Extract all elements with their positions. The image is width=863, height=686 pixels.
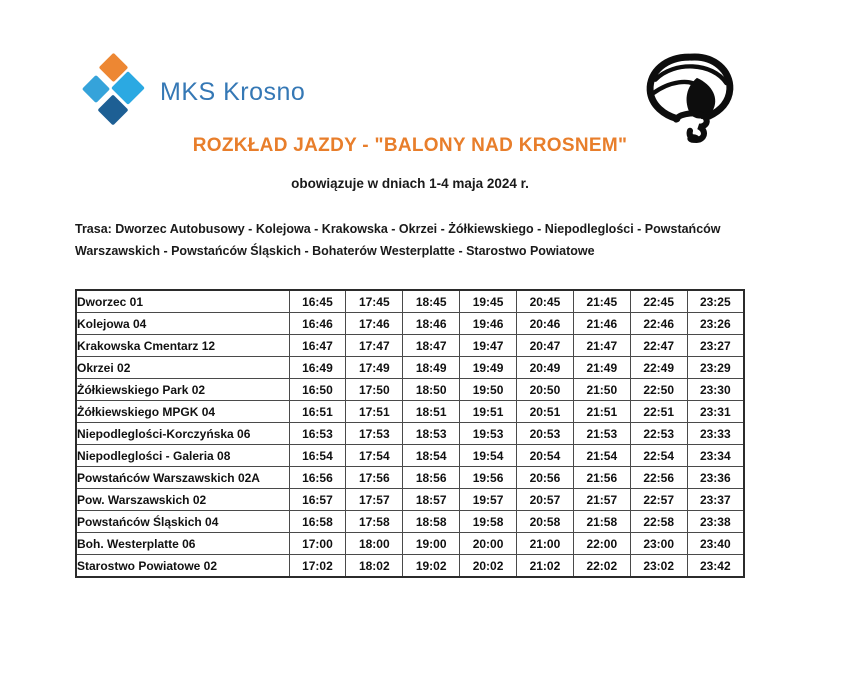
departure-time-cell: 21:45 xyxy=(573,290,630,313)
departure-time-cell: 16:54 xyxy=(289,445,346,467)
departure-time-cell: 23:29 xyxy=(687,357,744,379)
departure-time-cell: 16:58 xyxy=(289,511,346,533)
departure-time-cell: 20:46 xyxy=(517,313,574,335)
departure-time-cell: 20:02 xyxy=(460,555,517,578)
departure-time-cell: 19:47 xyxy=(460,335,517,357)
logo-diamond-left xyxy=(82,75,110,103)
departure-time-cell: 19:51 xyxy=(460,401,517,423)
timetable-body xyxy=(76,290,744,577)
departure-time-cell: 22:00 xyxy=(573,533,630,555)
departure-time-cell: 23:34 xyxy=(687,445,744,467)
departure-time-cell: 21:50 xyxy=(573,379,630,401)
stop-name-cell: Pow. Warszawskich 02 xyxy=(76,489,289,511)
departure-time-cell: 17:50 xyxy=(346,379,403,401)
departure-time-cell: 22:54 xyxy=(630,445,687,467)
table-row xyxy=(76,533,744,555)
departure-time-cell: 18:56 xyxy=(403,467,460,489)
departure-time-cell: 21:56 xyxy=(573,467,630,489)
stop-name-cell: Okrzei 02 xyxy=(76,357,289,379)
departure-time-cell: 22:47 xyxy=(630,335,687,357)
departure-time-cell: 21:53 xyxy=(573,423,630,445)
departure-time-cell: 16:47 xyxy=(289,335,346,357)
departure-time-cell: 16:50 xyxy=(289,379,346,401)
departure-time-cell: 23:37 xyxy=(687,489,744,511)
departure-time-cell: 22:53 xyxy=(630,423,687,445)
table-row xyxy=(76,445,744,467)
departure-time-cell: 17:57 xyxy=(346,489,403,511)
validity-dates: obowiązuje w dniach 1-4 maja 2024 r. xyxy=(291,176,529,191)
departure-time-cell: 22:56 xyxy=(630,467,687,489)
departure-time-cell: 18:02 xyxy=(346,555,403,578)
departure-time-cell: 21:58 xyxy=(573,511,630,533)
departure-time-cell: 20:57 xyxy=(517,489,574,511)
stop-name-cell: Krakowska Cmentarz 12 xyxy=(76,335,289,357)
departure-time-cell: 18:53 xyxy=(403,423,460,445)
departure-time-cell: 18:00 xyxy=(346,533,403,555)
departure-time-cell: 19:54 xyxy=(460,445,517,467)
departure-time-cell: 18:51 xyxy=(403,401,460,423)
stop-name-cell: Niepodleglości-Korczyńska 06 xyxy=(76,423,289,445)
stop-name-cell: Niepodleglości - Galeria 08 xyxy=(76,445,289,467)
departure-time-cell: 21:02 xyxy=(517,555,574,578)
departure-time-cell: 17:47 xyxy=(346,335,403,357)
departure-time-cell: 23:25 xyxy=(687,290,744,313)
departure-time-cell: 18:46 xyxy=(403,313,460,335)
departure-time-cell: 19:50 xyxy=(460,379,517,401)
route-description: Trasa: Dworzec Autobusowy - Kolejowa - Krakowska - Okrzei - Żółkiewskiego - Niepodleglości - Powstańców Warszawskich - Powstańców Śląskich - Bohaterów Westerplatte - Starostwo Powiatowe xyxy=(75,222,721,258)
departure-time-cell: 16:46 xyxy=(289,313,346,335)
departure-time-cell: 23:40 xyxy=(687,533,744,555)
departure-time-cell: 22:57 xyxy=(630,489,687,511)
departure-time-cell: 21:00 xyxy=(517,533,574,555)
departure-time-cell: 21:51 xyxy=(573,401,630,423)
departure-time-cell: 19:56 xyxy=(460,467,517,489)
departure-time-cell: 23:02 xyxy=(630,555,687,578)
departure-time-cell: 16:56 xyxy=(289,467,346,489)
departure-time-cell: 22:46 xyxy=(630,313,687,335)
table-row xyxy=(76,555,744,578)
departure-time-cell: 23:38 xyxy=(687,511,744,533)
stop-name-cell: Powstańców Śląskich 04 xyxy=(76,511,289,533)
departure-time-cell: 17:02 xyxy=(289,555,346,578)
table-row xyxy=(76,335,744,357)
departure-time-cell: 18:57 xyxy=(403,489,460,511)
table-row xyxy=(76,357,744,379)
departure-time-cell: 20:47 xyxy=(517,335,574,357)
departure-time-cell: 19:00 xyxy=(403,533,460,555)
departure-time-cell: 17:45 xyxy=(346,290,403,313)
departure-time-cell: 16:49 xyxy=(289,357,346,379)
departure-time-cell: 23:30 xyxy=(687,379,744,401)
departure-time-cell: 18:50 xyxy=(403,379,460,401)
departure-time-cell: 23:36 xyxy=(687,467,744,489)
departure-time-cell: 19:45 xyxy=(460,290,517,313)
logo-text: MKS Krosno xyxy=(160,77,306,106)
departure-time-cell: 16:57 xyxy=(289,489,346,511)
departure-time-cell: 19:57 xyxy=(460,489,517,511)
departure-time-cell: 18:54 xyxy=(403,445,460,467)
departure-time-cell: 19:46 xyxy=(460,313,517,335)
departure-time-cell: 17:54 xyxy=(346,445,403,467)
departure-time-cell: 19:58 xyxy=(460,511,517,533)
stop-name-cell: Boh. Westerplatte 06 xyxy=(76,533,289,555)
departure-time-cell: 17:00 xyxy=(289,533,346,555)
page-title: ROZKŁAD JAZDY - "BALONY NAD KROSNEM" xyxy=(192,135,628,156)
table-row xyxy=(76,489,744,511)
stop-name-cell: Powstańców Warszawskich 02A xyxy=(76,467,289,489)
departure-time-cell: 23:31 xyxy=(687,401,744,423)
table-row xyxy=(76,401,744,423)
departure-time-cell: 20:58 xyxy=(517,511,574,533)
departure-time-cell: 23:33 xyxy=(687,423,744,445)
stop-name-cell: Starostwo Powiatowe 02 xyxy=(76,555,289,578)
departure-time-cell: 23:42 xyxy=(687,555,744,578)
departure-time-cell: 17:53 xyxy=(346,423,403,445)
timetable xyxy=(75,289,745,578)
departure-time-cell: 20:45 xyxy=(517,290,574,313)
departure-time-cell: 21:47 xyxy=(573,335,630,357)
departure-time-cell: 21:54 xyxy=(573,445,630,467)
departure-time-cell: 19:02 xyxy=(403,555,460,578)
departure-time-cell: 17:58 xyxy=(346,511,403,533)
table-row xyxy=(76,313,744,335)
departure-time-cell: 17:49 xyxy=(346,357,403,379)
stop-name-cell: Kolejowa 04 xyxy=(76,313,289,335)
departure-time-cell: 22:45 xyxy=(630,290,687,313)
departure-time-cell: 20:49 xyxy=(517,357,574,379)
departure-time-cell: 18:58 xyxy=(403,511,460,533)
departure-time-cell: 23:00 xyxy=(630,533,687,555)
departure-time-cell: 20:51 xyxy=(517,401,574,423)
stop-name-cell: Żółkiewskiego MPGK 04 xyxy=(76,401,289,423)
hot-air-balloon-icon xyxy=(638,48,742,146)
departure-time-cell: 16:45 xyxy=(289,290,346,313)
departure-time-cell: 19:49 xyxy=(460,357,517,379)
departure-time-cell: 16:51 xyxy=(289,401,346,423)
table-row xyxy=(76,423,744,445)
mks-krosno-logo xyxy=(84,52,305,132)
departure-time-cell: 20:50 xyxy=(517,379,574,401)
mks-diamond-logo-icon xyxy=(84,52,146,132)
departure-time-cell: 18:45 xyxy=(403,290,460,313)
departure-time-cell: 22:50 xyxy=(630,379,687,401)
table-row xyxy=(76,379,744,401)
departure-time-cell: 20:56 xyxy=(517,467,574,489)
departure-time-cell: 18:49 xyxy=(403,357,460,379)
departure-time-cell: 22:02 xyxy=(573,555,630,578)
stop-name-cell: Żółkiewskiego Park 02 xyxy=(76,379,289,401)
departure-time-cell: 19:53 xyxy=(460,423,517,445)
table-row xyxy=(76,467,744,489)
departure-time-cell: 21:49 xyxy=(573,357,630,379)
departure-time-cell: 18:47 xyxy=(403,335,460,357)
departure-time-cell: 23:27 xyxy=(687,335,744,357)
departure-time-cell: 22:51 xyxy=(630,401,687,423)
departure-time-cell: 17:46 xyxy=(346,313,403,335)
departure-time-cell: 20:53 xyxy=(517,423,574,445)
departure-time-cell: 16:53 xyxy=(289,423,346,445)
departure-time-cell: 21:57 xyxy=(573,489,630,511)
table-row xyxy=(76,511,744,533)
departure-time-cell: 22:49 xyxy=(630,357,687,379)
departure-time-cell: 17:51 xyxy=(346,401,403,423)
stop-name-cell: Dworzec 01 xyxy=(76,290,289,313)
departure-time-cell: 23:26 xyxy=(687,313,744,335)
departure-time-cell: 21:46 xyxy=(573,313,630,335)
departure-time-cell: 20:54 xyxy=(517,445,574,467)
departure-time-cell: 20:00 xyxy=(460,533,517,555)
departure-time-cell: 17:56 xyxy=(346,467,403,489)
departure-time-cell: 22:58 xyxy=(630,511,687,533)
table-row xyxy=(76,290,744,313)
